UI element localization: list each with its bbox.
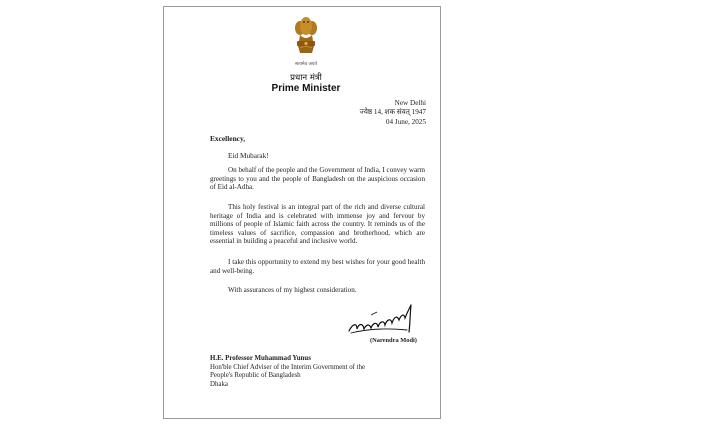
addressee-line: Hon'ble Chief Adviser of the Interim Government of the — [210, 363, 366, 371]
letterhead-title: Prime Minister — [271, 83, 341, 94]
city: New Delhi — [394, 99, 426, 107]
saka-date: ज्येष्ठ 14, शक संवत् 1947 — [359, 108, 426, 117]
paragraph: On behalf of the people and the Government of India, I convey warm greetings to you and the people of Bangladesh on the auspicious occasion of Eid al-Adha. — [210, 166, 425, 192]
paragraph: I take this opportunity to extend my best wishes for your good health and well-being. — [210, 258, 425, 275]
handwritten-signature — [347, 301, 423, 337]
signer-name: (Narendra Modi) — [370, 337, 417, 344]
salutation: Excellency, — [210, 134, 246, 143]
letter-date: 04 June, 2025 — [385, 117, 426, 126]
paragraph: This holy festival is an integral part of the rich and diverse cultural heritage of India and is celebrated with immense joy and fervour by millions of people of Islamic faith across the country. It reminds us of the timeless values of sacrifice, compassion and brotherhood, which are essential in building a peaceful and inclusive world. — [210, 203, 425, 246]
greeting: Eid Mubarak! — [228, 151, 269, 160]
closing-line: With assurances of my highest consideration. — [228, 286, 357, 294]
national-emblem-icon — [291, 15, 321, 63]
addressee-name: H.E. Professor Muhammad Yunus — [210, 355, 311, 362]
letter-page — [163, 6, 441, 419]
letterhead-title-hindi: प्रधान मंत्री — [290, 73, 322, 83]
addressee-city: Dhaka — [210, 380, 228, 388]
emblem-motto: सत्यमेव जयते — [294, 62, 318, 67]
addressee-line: People's Republic of Bangladesh — [210, 372, 301, 379]
place-date-block — [360, 99, 426, 127]
addressee-block — [210, 355, 435, 389]
